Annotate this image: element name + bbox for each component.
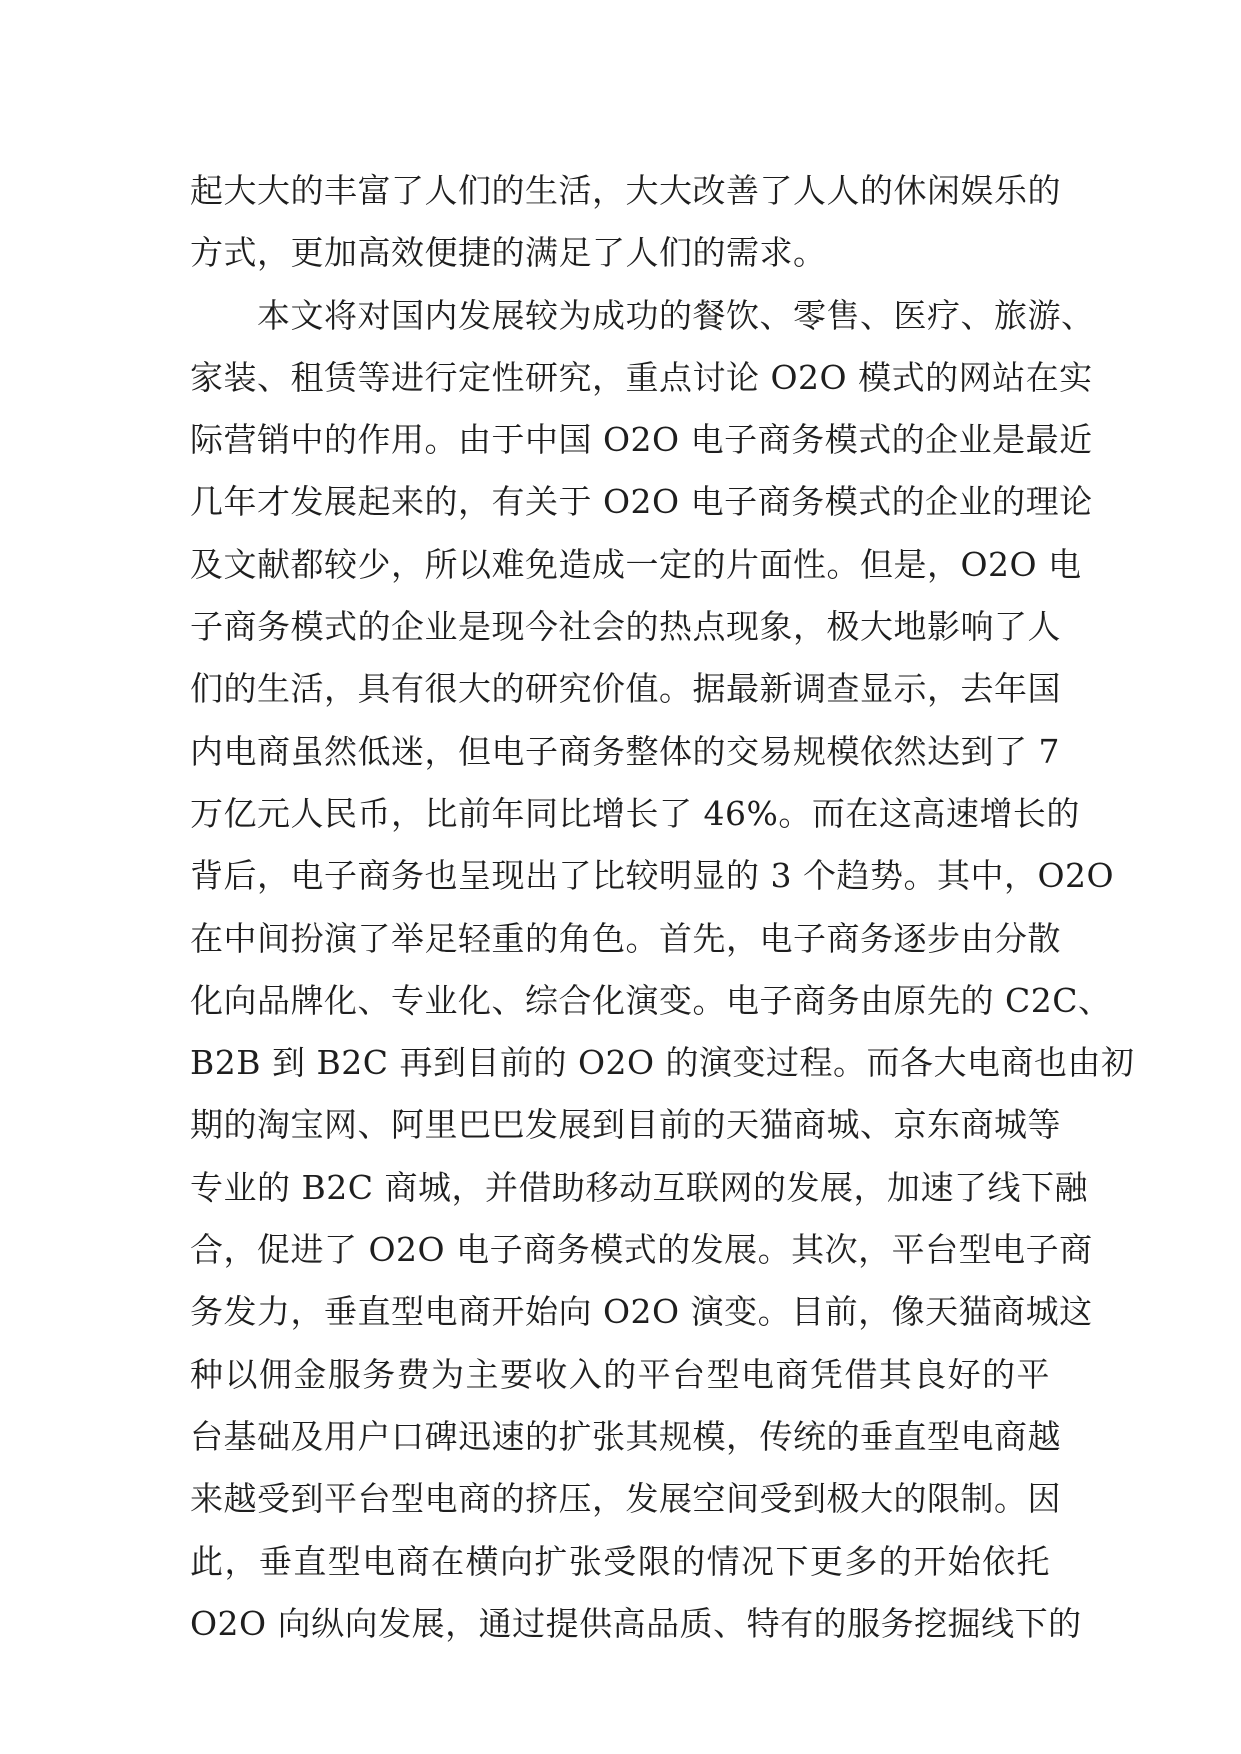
text-line: 内电商虽然低迷，但电子商务整体的交易规模依然达到了 7 bbox=[190, 731, 1060, 771]
text-line: 期的淘宝网、阿里巴巴发展到目前的天猫商城、京东商城等 bbox=[190, 1105, 1061, 1145]
paragraph-first-line: 本文将对国内发展较为成功的餐饮、零售、医疗、旅游、 bbox=[257, 295, 1095, 335]
text-line: 在中间扮演了举足轻重的角色。首先，电子商务逐步由分散 bbox=[190, 918, 1061, 958]
text-line: 家装、租赁等进行定性研究，重点讨论 O2O 模式的网站在实 bbox=[190, 357, 1093, 397]
text-line: O2O 向纵向发展，通过提供高品质、特有的服务挖掘线下的 bbox=[190, 1603, 1082, 1643]
text-line: 际营销中的作用。由于中国 O2O 电子商务模式的企业是最近 bbox=[190, 420, 1093, 460]
text-line: 化向品牌化、专业化、综合化演变。电子商务由原先的 C2C、 bbox=[190, 980, 1112, 1020]
body-text bbox=[190, 160, 1135, 1655]
text-line: 务发力，垂直型电商开始向 O2O 演变。目前，像天猫商城这 bbox=[190, 1292, 1093, 1332]
text-line: 来越受到平台型电商的挤压，发展空间受到极大的限制。因 bbox=[190, 1479, 1061, 1519]
text-line: 子商务模式的企业是现今社会的热点现象，极大地影响了人 bbox=[190, 607, 1061, 647]
text-line: B2B 到 B2C 再到目前的 O2O 的演变过程。而各大电商也由初 bbox=[190, 1043, 1135, 1083]
text-line: 方式，更加高效便捷的满足了人们的需求。 bbox=[190, 233, 827, 273]
text-line: 及文献都较少，所以难免造成一定的片面性。但是，O2O 电 bbox=[190, 544, 1082, 584]
text-line: 合，促进了 O2O 电子商务模式的发展。其次，平台型电子商 bbox=[190, 1230, 1093, 1270]
text-line: 台基础及用户口碑迅速的扩张其规模，传统的垂直型电商越 bbox=[190, 1416, 1061, 1456]
text-line: 几年才发展起来的，有关于 O2O 电子商务模式的企业的理论 bbox=[190, 482, 1093, 522]
text-line: 们的生活，具有很大的研究价值。据最新调查显示，去年国 bbox=[190, 669, 1061, 709]
text-line: 万亿元人民币，比前年同比增长了 46%。而在这高速增长的 bbox=[190, 793, 1080, 833]
text-line: 此，垂直型电商在横向扩张受限的情况下更多的开始依托 bbox=[190, 1541, 1050, 1581]
text-line: 背后，电子商务也呈现出了比较明显的 3 个趋势。其中，O2O bbox=[190, 856, 1115, 896]
text-line: 种以佣金服务费为主要收入的平台型电商凭借其良好的平 bbox=[190, 1354, 1050, 1394]
text-line: 起大大的丰富了人们的生活，大大改善了人人的休闲娱乐的 bbox=[190, 171, 1061, 210]
text-line: 专业的 B2C 商城，并借助移动互联网的发展，加速了线下融 bbox=[190, 1167, 1088, 1207]
